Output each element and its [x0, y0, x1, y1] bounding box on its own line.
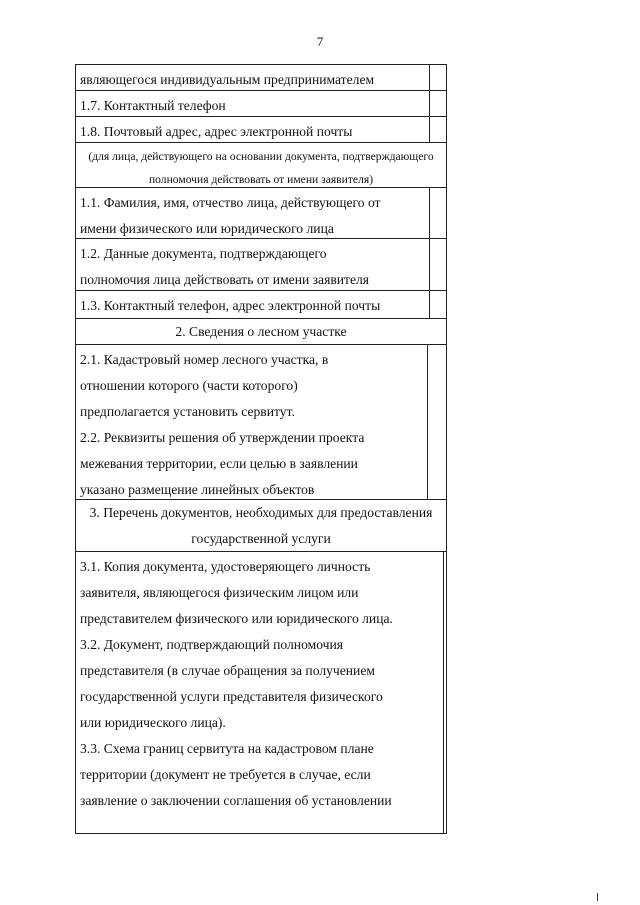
row-label-line: 1.3. Контактный телефон, адрес электронной почты	[80, 298, 381, 313]
text-line: 2.1. Кадастровый номер лесного участка, в	[80, 352, 329, 367]
table-row	[75, 188, 447, 239]
text-line: межевания территории, если целью в заявлении	[80, 456, 358, 471]
table-row	[75, 291, 447, 319]
note-line: полномочия действовать от имени заявителя)	[148, 173, 374, 186]
row-label-line: имени физического или юридического лица	[80, 221, 334, 236]
value-cell[interactable]	[429, 91, 446, 116]
value-cell[interactable]	[443, 552, 446, 833]
row-label	[76, 188, 429, 238]
value-cell[interactable]	[429, 117, 446, 142]
text-line: заявителя, являющегося физическим лицом или	[80, 585, 359, 600]
row-label-line: 1.8. Почтовый адрес, адрес электронной почты	[80, 124, 353, 139]
row-label-line: 1.2. Данные документа, подтверждающего	[80, 246, 327, 261]
table-row	[75, 91, 447, 117]
text-line: заявление о заключении соглашения об установлении	[80, 793, 392, 808]
text-line: представителем физического или юридического лица.	[80, 611, 393, 626]
text-line: 2.2. Реквизиты решения об утверждении проекта	[80, 430, 365, 445]
title-line: государственной услуги	[191, 531, 331, 546]
text-line: территории (документ не требуется в случае, если	[80, 767, 371, 782]
row-label-line: полномочия лица действовать от имени заявителя	[80, 272, 370, 287]
table-row	[75, 239, 447, 291]
table-row	[75, 345, 447, 500]
text-line: указано размещение линейных объектов	[80, 482, 315, 497]
row-label	[76, 65, 429, 90]
section-3-title	[76, 500, 446, 551]
text-line: представителя (в случае обращения за получением	[80, 663, 375, 678]
value-cell[interactable]	[429, 239, 446, 290]
section-2-title-row	[75, 319, 447, 345]
section-2-text	[76, 345, 427, 499]
representative-note-row	[75, 143, 447, 188]
page-number: 7	[316, 34, 324, 49]
section-3-text	[76, 552, 443, 833]
text-line: отношении которого (части которого)	[80, 378, 298, 393]
representative-note	[76, 143, 446, 187]
text-line: 3.1. Копия документа, удостоверяющего личность	[80, 559, 371, 574]
row-label	[76, 239, 429, 290]
table-row	[75, 117, 447, 143]
text-line: 3.2. Документ, подтверждающий полномочия	[80, 637, 344, 652]
value-cell[interactable]	[429, 291, 446, 318]
row-label	[76, 117, 429, 142]
row-label-line: являющегося индивидуальным предпринимателем	[80, 72, 375, 87]
text-line: предполагается установить сервитут.	[80, 404, 295, 419]
row-label-line: 1.7. Контактный телефон	[80, 98, 226, 113]
text-line: 3.3. Схема границ сервитута на кадастровом плане	[80, 741, 374, 756]
row-label-line: 1.1. Фамилия, имя, отчество лица, действующего от	[80, 195, 381, 210]
value-cell[interactable]	[427, 345, 446, 499]
table-row	[75, 64, 447, 91]
section-2-title: 2. Сведения о лесном участке	[175, 324, 347, 339]
scan-edge-mark	[597, 893, 598, 901]
text-line: государственной услуги представителя физического	[80, 689, 383, 704]
value-cell[interactable]	[429, 65, 446, 90]
value-cell[interactable]	[429, 188, 446, 238]
text-line: или юридического лица).	[80, 715, 226, 730]
row-label	[76, 91, 429, 116]
note-line: (для лица, действующего на основании документа, подтверждающего	[88, 150, 434, 163]
section-3-title-row	[75, 500, 447, 552]
title-line: 3. Перечень документов, необходимых для предоставления	[89, 505, 433, 520]
table-row	[75, 552, 447, 834]
row-label	[76, 291, 429, 318]
application-form-table	[75, 64, 447, 834]
